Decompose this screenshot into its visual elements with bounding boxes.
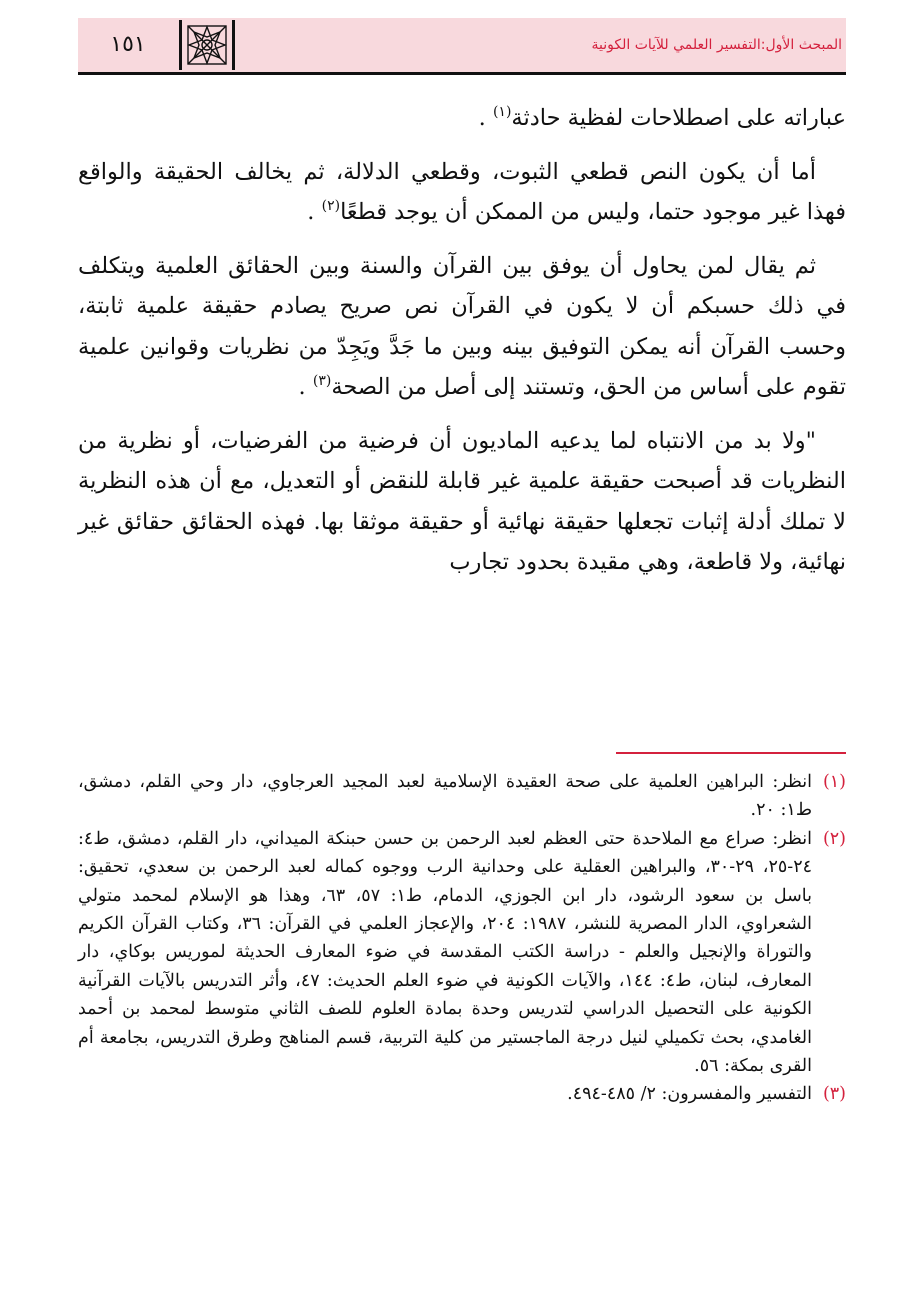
footnote-ref-2[interactable]: (٢) [321, 198, 341, 214]
chapter-title: المبحث الأول:التفسير العلمي للآيات الكونية [591, 37, 842, 53]
footnote-ref-1[interactable]: (١) [492, 104, 512, 120]
paragraph-4: "ولا بد من الانتباه لما يدعيه الماديون أن فرضية من الفرضيات، أو نظرية من النظريات قد أصبحت حقيقة علمية غير قابلة للنقض أو التعديل، مع أن هذه النظرية لا تملك أدلة إثبات تجعلها حقيقة نهائية أو حقيقة موثقا بها. فهذه الحقائق حقائق غير نهائية، ولا قاطعة، وهي مقيدة بحدود تجارب [78, 427, 846, 575]
header-rule [78, 72, 846, 75]
footnote-divider [616, 752, 846, 754]
footnote-number: (١) [822, 772, 846, 792]
footnote-2 [78, 825, 846, 1081]
footnote-1 [78, 768, 846, 825]
footnote-text: التفسير والمفسرون: ٢/ ٤٨٥-٤٩٤. [567, 1084, 812, 1105]
main-text [78, 98, 846, 583]
paragraph-2: أما أن يكون النص قطعي الثبوت، وقطعي الدلالة، ثم يخالف الحقيقة والواقع فهذا غير موجود حتما، وليس من الممكن أن يوجد قطعًا$^{(٢)}$ . [78, 158, 846, 225]
paragraph-3: ثم يقال لمن يحاول أن يوفق بين القرآن والسنة وبين الحقائق العلمية ويتكلف في ذلك حسبكم أن لا يكون في القرآن نص صريح يصادم حقيقة علمية ثابتة، وحسب القرآن أنه يمكن التوفيق بينه وبين ما جَدَّ ويَجِدّ من نظريات وقوانين علمية تقوم على أساس من الحق، وتستند إلى أصل من الصحة$^{(٣)}$ . [78, 252, 846, 400]
footnote-text: انظر: صراع مع الملاحدة حتى العظم لعبد الرحمن بن حسن حبنكة الميداني، دار القلم، دمشق، ط٤: ٢٤-٢٥، ٢٩-٣٠، والبراهين العقلية على وحدانية الرب ووجوه كماله لعبد الرحمن بن سعدي، تحقيق: باسل بن سعود الرشود، دار ابن الجوزي، الدمام، ط١: ٥٧، ٦٣، وهذا هو الإسلام لمحمد متولي الشعراوي، الدار المصرية للنشر، ١٩٨٧: ٢٠٤، والإعجاز العلمي في القرآن: ٣٦، وكتاب القرآن الكريم والتوراة والإنجيل والعلم - دراسة الكتب المقدسة في ضوء المعارف الحديثة لموريس بوكاي، دار المعارف، لبنان، ط٤: ١٤٤، والآيات الكونية في ضوء العلم الحديث: ٤٧، وأثر التدريس بالآيات القرآنية الكونية على التحصيل الدراسي لتدريس وحدة بمادة العلوم للصف الثاني متوسط لمحمد بن أحمد الغامدي، بحث تكميلي لنيل درجة الماجستير من كلية التربية، قسم المناهج وطرق التدريس، بجامعة أم القرى بمكة: ٥٦. [78, 828, 812, 1077]
geometric-star-ornament-icon [179, 20, 235, 70]
footnote-3 [78, 1080, 846, 1108]
footnotes [78, 768, 846, 1109]
paragraph-1: عباراته على اصطلاحات لفظية حادثة$^{(١)}$ . [478, 104, 846, 131]
footnote-text: انظر: البراهين العلمية على صحة العقيدة الإسلامية لعبد المجيد العرجاوي، دار وحي القلم، دمشق، ط١: ٢٠. [78, 772, 812, 821]
footnote-number: (٣) [822, 1084, 846, 1105]
page-header [78, 18, 846, 72]
footnote-number: (٢) [822, 828, 846, 849]
footnote-ref-3[interactable]: (٣) [312, 373, 332, 389]
page-number: ١٥١ [110, 32, 146, 57]
star-ornament-svg [185, 23, 229, 67]
